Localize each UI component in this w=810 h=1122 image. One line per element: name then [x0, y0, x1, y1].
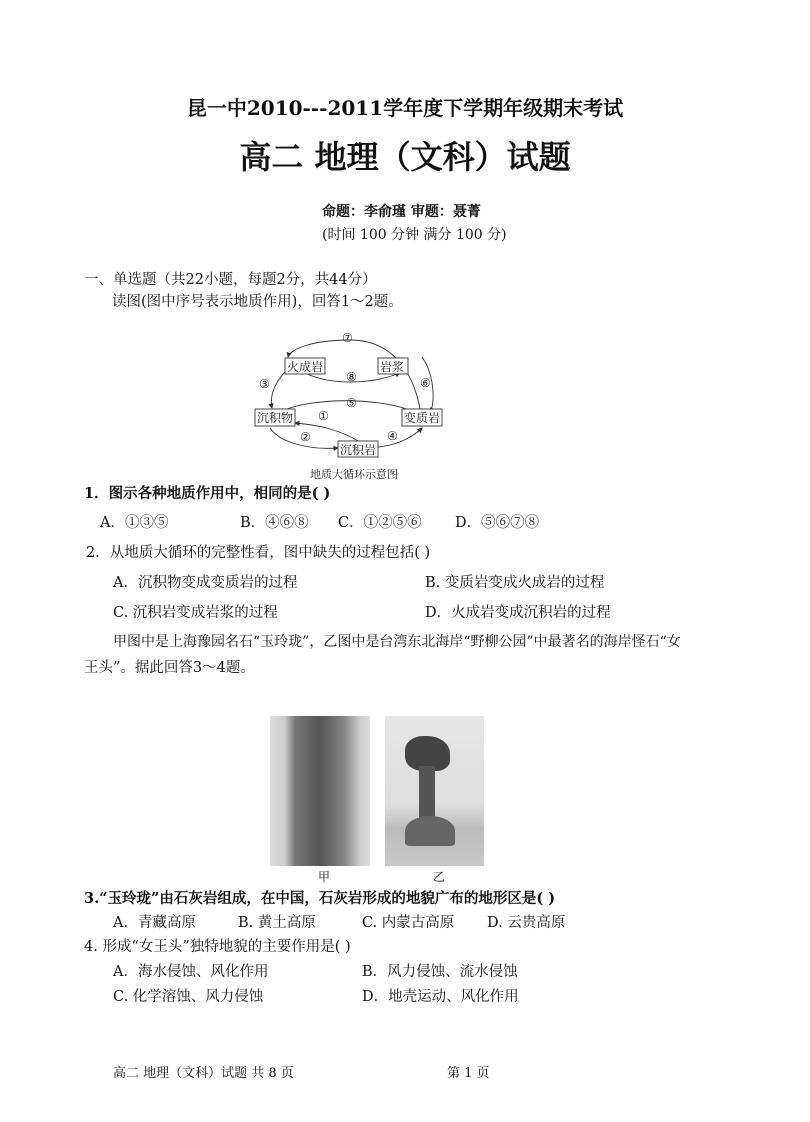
q2-option-b: B. 变质岩变成火成岩的过程 [425, 575, 605, 591]
photo-yulinglong [270, 716, 370, 866]
q3-option-c: C. 内蒙古高原 [362, 915, 455, 931]
node-sediment: 沉积物 [257, 411, 294, 425]
node-metamorphic: 变质岩 [404, 411, 441, 425]
exam-time: (时间 100 分钟 满分 100 分) [322, 227, 507, 243]
passage-line-2: 王头”。据此回答3～4题。 [84, 660, 255, 676]
school-line: 昆一中2010---2011学年度下学期年级期末考试 [186, 96, 624, 120]
footer-page-number: 第 1 页 [447, 1066, 490, 1081]
photo-caption-left: 甲 [318, 870, 331, 884]
q3-option-b: B. 黄土高原 [238, 915, 316, 931]
q2-option-d: D．火成岩变成沉积岩的过程 [425, 605, 611, 621]
q4-option-b: B．风力侵蚀、流水侵蚀 [362, 964, 518, 980]
authors: 命题：李俞瑾 审题：聂菁 [322, 204, 481, 220]
node-sedimentary: 沉积岩 [340, 443, 377, 457]
q1-option-d: D．⑤⑥⑦⑧ [455, 515, 540, 531]
q3-stem: 3.“玉玲珑”由石灰岩组成，在中国，石灰岩形成的地貌广布的地形区是( ) [84, 890, 556, 907]
section-heading: 一、单选题（共22小题，每题2分，共44分） [84, 272, 377, 288]
label-3: ③ [259, 377, 270, 391]
node-magma: 岩浆 [380, 360, 405, 374]
q2-stem: 2．从地质大循环的完整性看，图中缺失的过程包括( ) [86, 545, 431, 561]
diagram-caption: 地质大循环示意图 [310, 468, 398, 481]
q4-stem: 4. 形成“女王头”独特地貌的主要作用是( ) [84, 939, 351, 955]
q4-option-a: A．海水侵蚀、风化作用 [113, 964, 269, 980]
label-5: ⑤ [346, 396, 357, 410]
footer-left: 高二 地理（文科）试题 共 8 页 [113, 1066, 294, 1081]
q3-option-a: A．青藏高原 [113, 915, 196, 931]
q1-stem: 1．图示各种地质作用中，相同的是( ) [84, 485, 331, 502]
q3-option-d: D. 云贵高原 [487, 915, 566, 931]
q1-option-a: A．①③⑤ [100, 515, 169, 531]
page-title: 高二 地理（文科）试题 [239, 138, 571, 176]
q1-option-c: C．①②⑤⑥ [338, 515, 422, 531]
q4-option-d: D．地壳运动、风化作用 [362, 989, 519, 1005]
label-7: ⑦ [342, 331, 353, 345]
label-2: ② [300, 430, 311, 444]
section-intro: 读图(图中序号表示地质作用)，回答1～2题。 [112, 294, 403, 310]
node-igneous: 火成岩 [287, 360, 324, 374]
q2-option-c: C. 沉积岩变成岩浆的过程 [113, 605, 278, 621]
photo-caption-right: 乙 [433, 870, 446, 884]
label-4: ④ [387, 429, 398, 443]
label-8: ⑧ [346, 370, 357, 384]
passage-line-1: 甲图中是上海豫园名石“玉玲珑”，乙图中是台湾东北海岸“野柳公园”中最著名的海岸怪石“女 [113, 634, 681, 650]
label-1: ① [318, 409, 329, 423]
rock-cycle-diagram [250, 325, 450, 485]
photo-queens-head [385, 716, 484, 866]
q2-option-a: A．沉积物变成变质岩的过程 [113, 575, 298, 591]
label-6: ⑥ [420, 376, 431, 390]
q4-option-c: C. 化学溶蚀、风力侵蚀 [113, 989, 264, 1005]
q1-option-b: B．④⑥⑧ [240, 515, 309, 531]
